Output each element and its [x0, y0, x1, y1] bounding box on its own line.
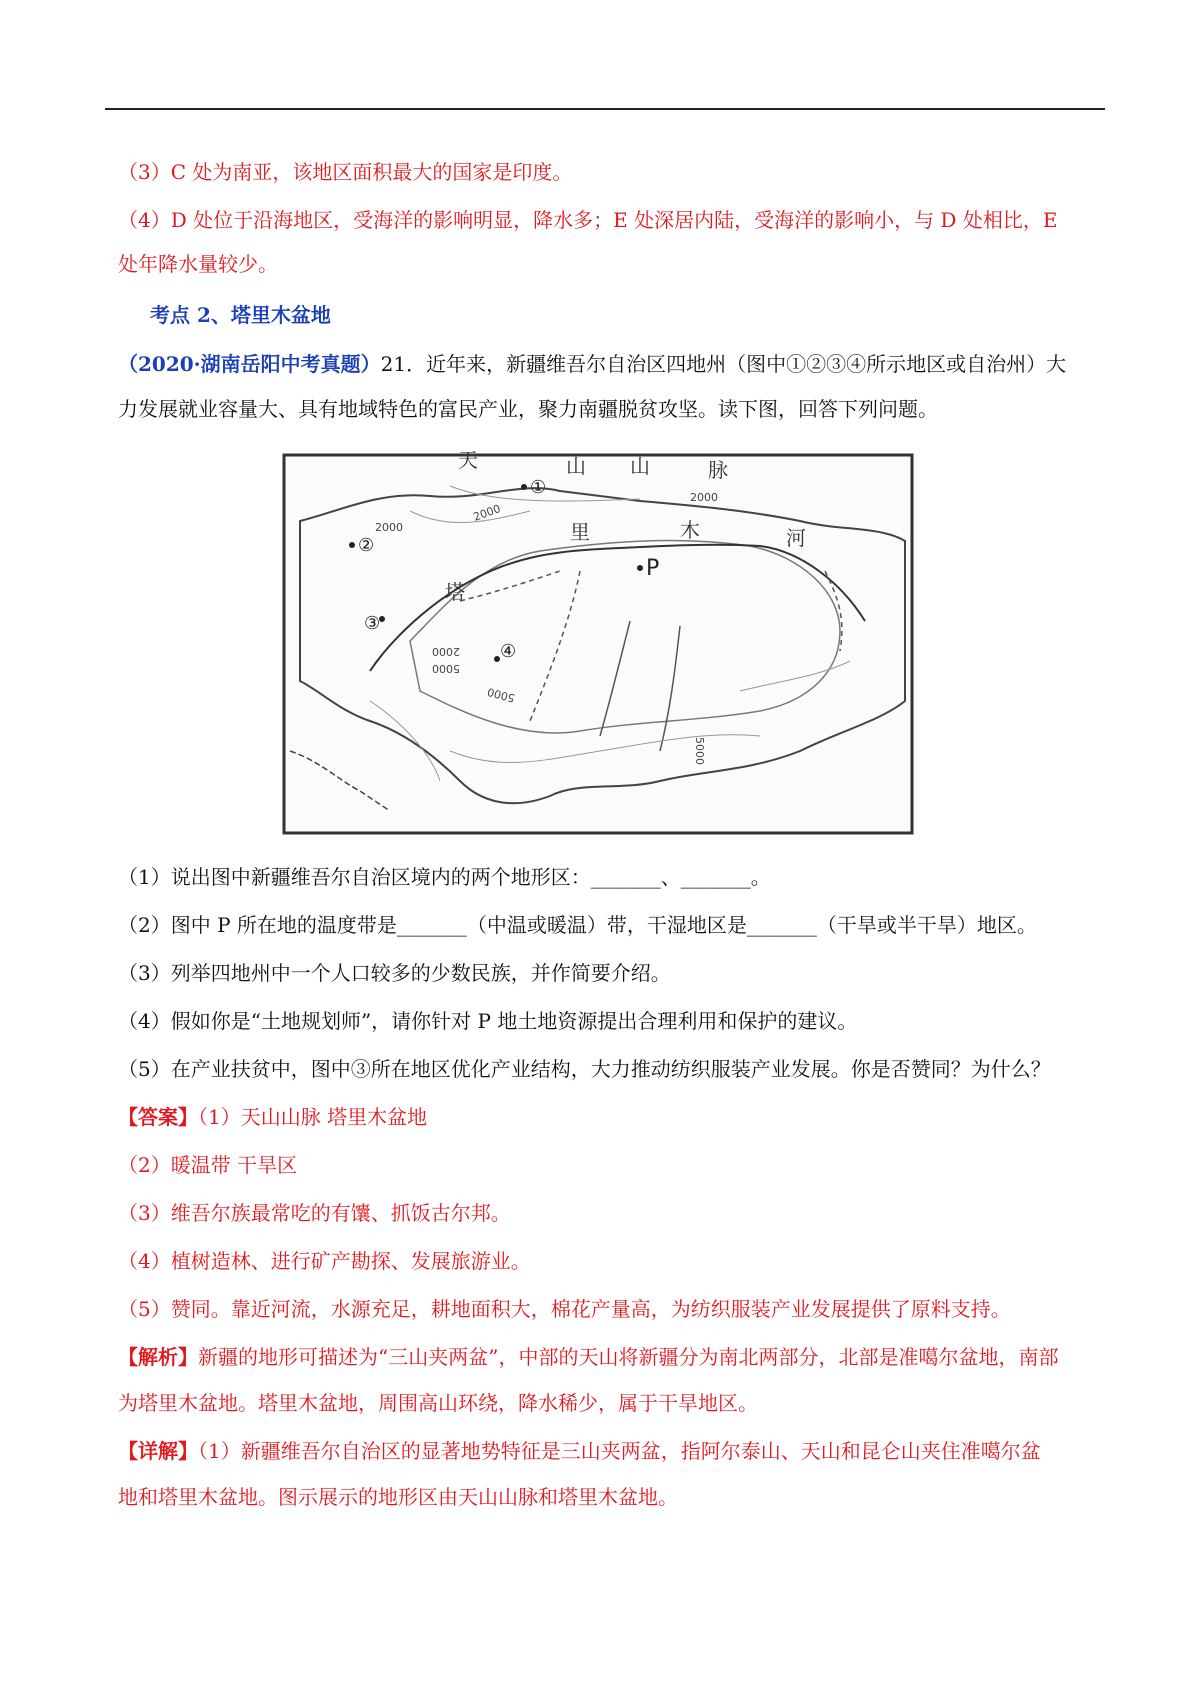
subquestion-1: （1）说出图中新疆维吾尔自治区境内的两个地形区：_______、_______。: [118, 865, 771, 889]
answer-q4-line1: （4）D 处位于沿海地区，受海洋的影响明显，降水多；E 处深居内陆，受海洋的影响小，与 D 处相比，E: [118, 208, 1058, 232]
map-label-he: 河: [786, 526, 806, 550]
map-label-tian: 天: [458, 451, 478, 472]
subquestion-3: （3）列举四地州中一个人口较多的少数民族，并作简要介绍。: [118, 961, 671, 985]
analysis-line1: [118, 1333, 1108, 1381]
answer-a1: （1）天山山脉 塔里木盆地: [198, 1105, 428, 1129]
section-title: 考点 2、塔里木盆地: [150, 303, 331, 327]
map-elev-3: 2000: [375, 521, 403, 534]
map-elev-7: 5000: [693, 737, 706, 765]
question-line1: [118, 340, 1108, 388]
map-label-ta: 塔: [445, 580, 465, 604]
answer-q4-line2: 处年降水量较少。: [118, 252, 278, 276]
detail-tag: 【详解】: [118, 1439, 198, 1463]
question-line2: 力发展就业容量大、具有地域特色的富民产业，聚力南疆脱贫攻坚。读下图，回答下列问题。: [118, 397, 938, 421]
answer-a3: （3）维吾尔族最常吃的有馕、抓饭古尔邦。: [118, 1201, 511, 1225]
map-label-shan2: 山: [630, 454, 650, 478]
map-elev-1: 2000: [690, 491, 718, 504]
analysis-tag: 【解析】: [118, 1345, 198, 1369]
map-label-li: 里: [570, 520, 590, 544]
header-rule: [105, 108, 1105, 110]
subquestion-2: （2）图中 P 所在地的温度带是_______（中温或暖温）带，干湿地区是_______（干旱或半干旱）地区。: [118, 913, 1037, 937]
map-elev-5: 5000: [432, 662, 460, 675]
analysis-line2: 为塔里木盆地。塔里木盆地，周围高山环绕，降水稀少，属于干旱地区。: [118, 1391, 758, 1415]
question-text-1: 21．近年来，新疆维吾尔自治区四地州（图中①②③④所示地区或自治州）大: [380, 352, 1067, 376]
question-source: （2020·湖南岳阳中考真题）: [118, 352, 381, 376]
subquestion-5: （5）在产业扶贫中，图中③所在地区优化产业结构，大力推动纺织服装产业发展。你是否赞同？为什么？: [118, 1057, 1051, 1081]
map-label-3: ③: [364, 613, 381, 634]
map-label-1: ①: [530, 477, 547, 498]
answer-line1: [118, 1093, 1108, 1141]
map-label-4: ④: [500, 641, 517, 662]
map-elev-2: 2000: [471, 502, 503, 524]
answer-a5: （5）赞同。靠近河流，水源充足，耕地面积大，棉花产量高，为纺织服装产业发展提供了原料支持。: [118, 1297, 1011, 1321]
detail-line2: 地和塔里木盆地。图示展示的地形区由天山山脉和塔里木盆地。: [118, 1485, 678, 1509]
answer-q3: （3）C 处为南亚，该地区面积最大的国家是印度。: [118, 160, 573, 184]
answer-a4: （4）植树造林、进行矿产勘探、发展旅游业。: [118, 1249, 531, 1273]
answer-tag: 【答案】: [118, 1105, 198, 1129]
map-elev-6: 5000: [485, 684, 517, 705]
tarim-basin-map: [280, 451, 916, 839]
detail-text-1: （1）新疆维吾尔自治区的显著地势特征是三山夹两盆，指阿尔泰山、天山和昆仑山夹住准噶尔盆: [198, 1439, 1041, 1463]
map-elev-4: 2000: [432, 645, 460, 658]
map-label-mu: 木: [680, 518, 700, 542]
subquestion-4: （4）假如你是“土地规划师”，请你针对 P 地土地资源提出合理利用和保护的建议。: [118, 1009, 858, 1033]
map-label-2: ②: [358, 535, 375, 556]
analysis-text-1: 新疆的地形可描述为“三山夹两盆”，中部的天山将新疆分为南北两部分，北部是准噶尔盆地，南部: [198, 1345, 1059, 1369]
map-label-shan1: 山: [566, 454, 586, 478]
map-label-p: P: [646, 556, 660, 581]
detail-line1: [118, 1427, 1108, 1475]
map-label-mai: 脉: [708, 458, 728, 482]
answer-a2: （2）暖温带 干旱区: [118, 1153, 298, 1177]
